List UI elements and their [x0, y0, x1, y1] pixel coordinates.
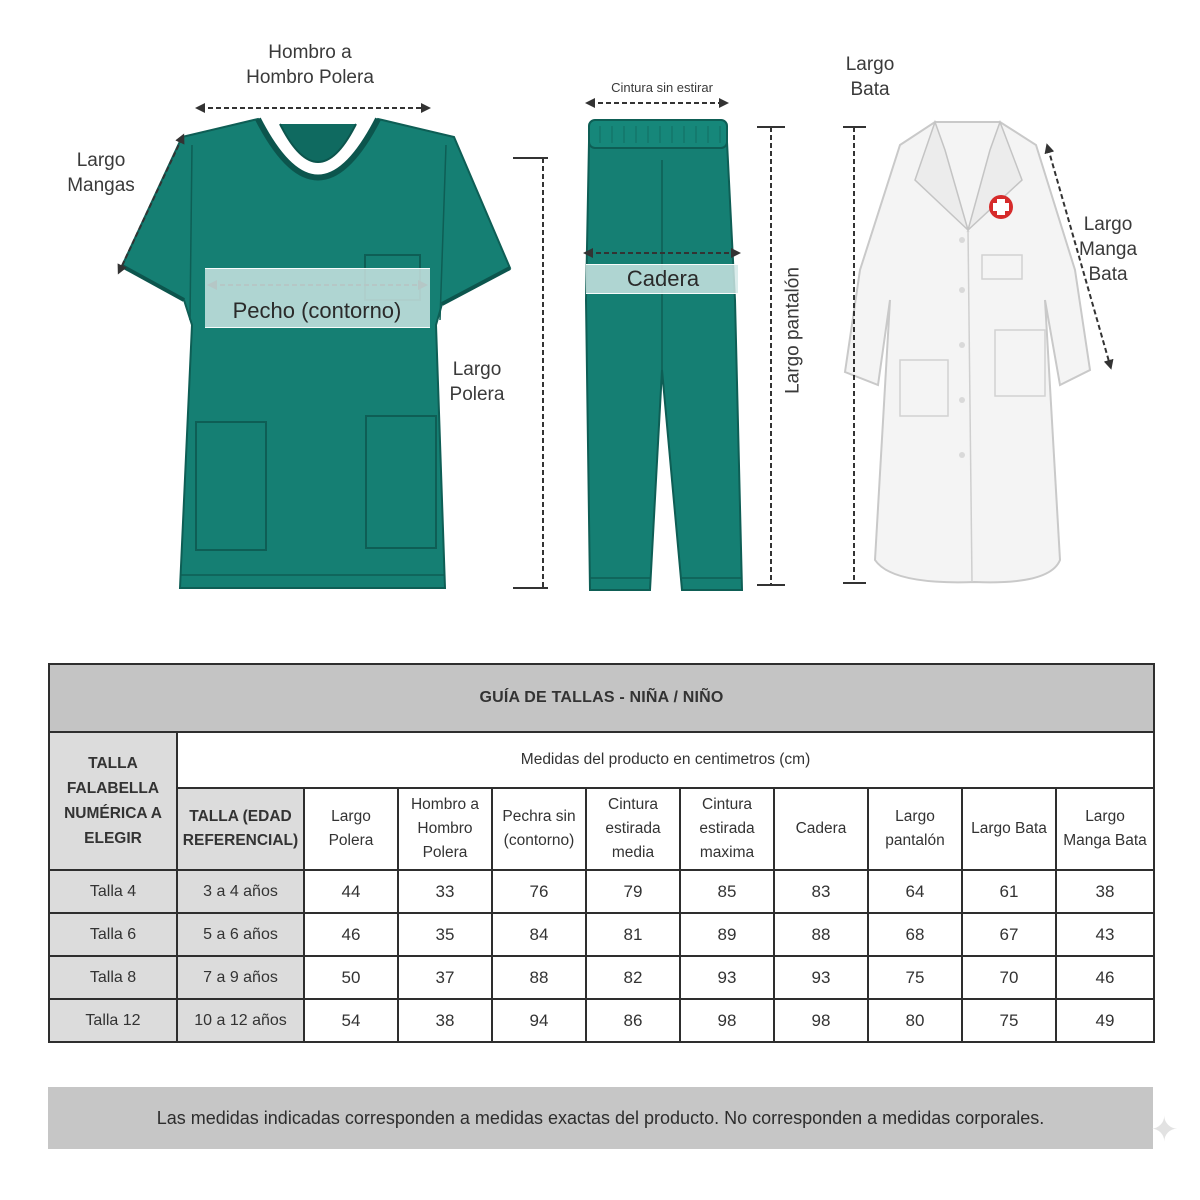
table-header-cell: Cintura estirada maxima: [680, 788, 774, 870]
measure-cell: 94: [492, 999, 586, 1042]
table-row: [49, 956, 1154, 999]
lab-coat: [845, 122, 1090, 582]
label-cintura: Cintura sin estirar: [611, 80, 713, 95]
talla-cell: Talla 6: [49, 913, 177, 956]
measure-cell: 44: [304, 870, 398, 913]
measure-cell: 82: [586, 956, 680, 999]
measure-cell: 67: [962, 913, 1056, 956]
label-largo-bata: Largo Bata: [845, 54, 895, 100]
table-header-cell: Largo Bata: [962, 788, 1056, 870]
measure-cell: 43: [1056, 913, 1154, 956]
measure-cell: 88: [492, 956, 586, 999]
talla-cell: Talla 12: [49, 999, 177, 1042]
table-title: GUÍA DE TALLAS - NIÑA / NIÑO: [49, 664, 1154, 732]
label-cadera: Cadera: [626, 266, 700, 291]
talla-cell: Talla 8: [49, 956, 177, 999]
measure-cell: 37: [398, 956, 492, 999]
measure-cell: 83: [774, 870, 868, 913]
measure-cell: 75: [868, 956, 962, 999]
measure-cell: 98: [774, 999, 868, 1042]
size-guide-table: [48, 663, 1155, 1043]
talla-cell: Talla 4: [49, 870, 177, 913]
measure-cell: 61: [962, 870, 1056, 913]
table-header-cell: Pechra sin (contorno): [492, 788, 586, 870]
measure-cell: 80: [868, 999, 962, 1042]
disclaimer-banner: [48, 1087, 1153, 1149]
label-largo-manga-bata: Largo Manga Bata: [1078, 214, 1138, 285]
label-largo-pantalon: Largo pantalón: [782, 267, 804, 394]
measure-cell: 84: [492, 913, 586, 956]
table-row: [49, 913, 1154, 956]
table-header-cell: Cintura estirada media: [586, 788, 680, 870]
label-largo-polera: Largo Polera: [449, 359, 505, 405]
measure-cell: 50: [304, 956, 398, 999]
edad-cell: 10 a 12 años: [177, 999, 304, 1042]
measure-cell: 46: [1056, 956, 1154, 999]
table-body: [49, 870, 1154, 1042]
measure-cell: 88: [774, 913, 868, 956]
measure-cell: 75: [962, 999, 1056, 1042]
measure-cell: 54: [304, 999, 398, 1042]
scrub-top: [122, 119, 510, 588]
measure-cell: 93: [680, 956, 774, 999]
table-header-row: [49, 788, 1154, 870]
label-hombro: Hombro a Hombro Polera: [246, 42, 374, 88]
table-row: [49, 870, 1154, 913]
sparkle-icon: ✦: [1150, 1111, 1179, 1149]
disclaimer-text: Las medidas indicadas corresponden a medidas exactas del producto. No corresponden a medidas corporales.: [156, 1107, 1045, 1128]
measure-cell: 93: [774, 956, 868, 999]
measure-cell: 33: [398, 870, 492, 913]
measure-cell: 35: [398, 913, 492, 956]
label-largo-mangas: Largo Mangas: [67, 150, 135, 196]
label-pecho: Pecho (contorno): [232, 298, 402, 323]
edad-cell: 5 a 6 años: [177, 913, 304, 956]
edad-cell: 3 a 4 años: [177, 870, 304, 913]
measure-cell: 98: [680, 999, 774, 1042]
measure-cell: 85: [680, 870, 774, 913]
table-header-cell: Hombro a Hombro Polera: [398, 788, 492, 870]
measure-cell: 81: [586, 913, 680, 956]
measure-cell: 38: [398, 999, 492, 1042]
table-header-cell: Cadera: [774, 788, 868, 870]
table-header-cell: Largo Polera: [304, 788, 398, 870]
measure-cell: 68: [868, 913, 962, 956]
measure-cell: 70: [962, 956, 1056, 999]
measure-cell: 46: [304, 913, 398, 956]
measure-cell: 49: [1056, 999, 1154, 1042]
table-col0-header: TALLA FALABELLA NUMÉRICA A ELEGIR: [49, 732, 177, 870]
edad-cell: 7 a 9 años: [177, 956, 304, 999]
measure-cell: 38: [1056, 870, 1154, 913]
red-cross-icon: [989, 195, 1013, 219]
table-header-cell: Largo pantalón: [868, 788, 962, 870]
measure-cell: 76: [492, 870, 586, 913]
measure-cell: 64: [868, 870, 962, 913]
measure-cell: 86: [586, 999, 680, 1042]
table-header-cell: TALLA (EDAD REFERENCIAL): [177, 788, 304, 870]
scrub-pants: [586, 120, 742, 590]
measure-cell: 89: [680, 913, 774, 956]
measure-cell: 79: [586, 870, 680, 913]
table-subtitle: Medidas del producto en centimetros (cm): [177, 732, 1154, 788]
table-header-cell: Largo Manga Bata: [1056, 788, 1154, 870]
table-row: [49, 999, 1154, 1042]
